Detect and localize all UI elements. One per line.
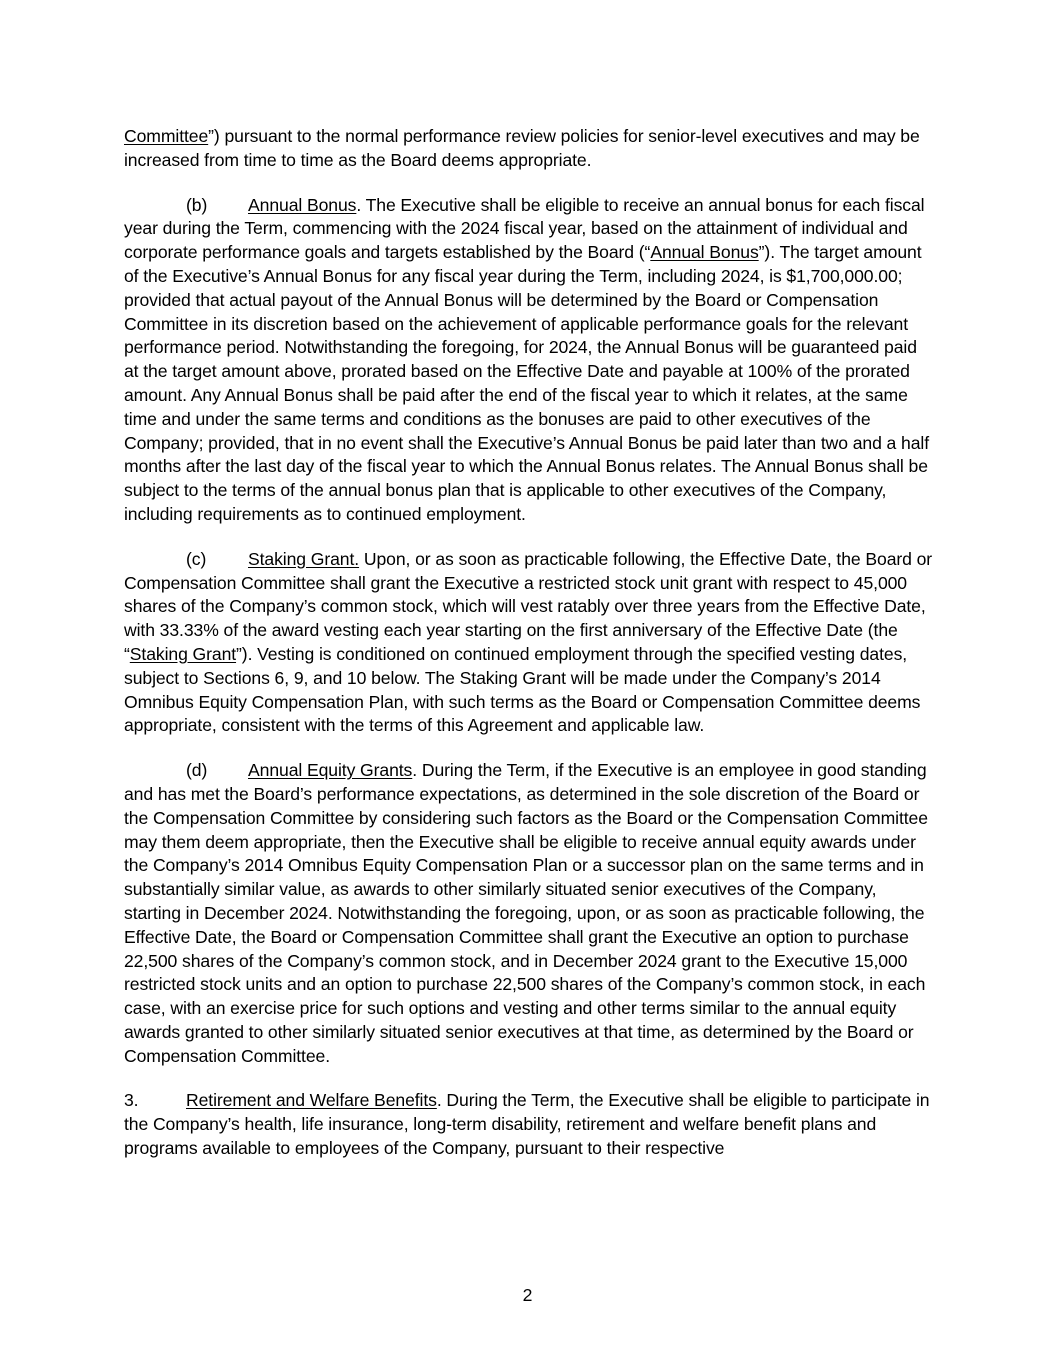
paragraph-annual-equity-grants xyxy=(124,759,936,1068)
page-number: 2 xyxy=(522,1285,533,1305)
section-heading-annual-bonus: Annual Bonus xyxy=(248,194,357,215)
paragraph-text: . During the Term, if the Executive is an employee in good standing and has met the Board’s performance expectations, as determined in the sole discretion of the Board or the Compensation Committee by considering such factors as the Board or the Compensation Committee may them deem appropriate, then the Executive shall be eligible to receive annual equity awards under the Company’s 2014 Omnibus Equity Compensation Plan or a successor plan on the same terms and in substantially similar value, as awards to other similarly situated senior executives of the Company, starting in December 2024. Notwithstanding the foregoing, upon, or as soon as practicable following, the Effective Date, the Board or Compensation Committee shall grant the Executive an option to purchase 22,500 shares of the Company’s common stock, and in December 2024 grant to the Executive 15,000 restricted stock units and an option to purchase 22,500 shares of the Company’s common stock, in each case, with an exercise price for such options and vesting and other terms similar to the annual equity awards granted to other similarly situated senior executives at that time, as determined by the Board or Compensation Committee. xyxy=(124,760,928,1066)
paragraph-text: ”). Vesting is conditioned on continued employment through the specified vesting dates, subject to Sections 6, 9, and 10 below. The Staking Grant will be made under the Company’s 2014 Omnibus Equity Compensation Plan, with such terms as the Board or Compensation Committee deems appropriate, consistent with the terms of this Agreement and applicable law. xyxy=(124,643,921,736)
paragraph-retirement-welfare-benefits xyxy=(124,1089,936,1160)
defined-term-annual-bonus: Annual Bonus xyxy=(650,242,759,263)
paragraph-compensation-committee-continued xyxy=(124,125,936,173)
section-number: 3. xyxy=(124,1090,139,1111)
paragraph-text: . The Executive shall be eligible to receive an annual bonus for each fiscal year during the Term, commencing with the 2024 fiscal year, based on the attainment of individual and corporate performance goals and targets established by the Board (“ xyxy=(124,194,925,263)
defined-term-staking-grant: Staking Grant xyxy=(129,643,237,664)
section-heading-staking-grant: Staking Grant. xyxy=(248,548,360,569)
paragraph-text: ”) pursuant to the normal performance review policies for senior-level executives and may be increased from time to time as the Board deems appropriate. xyxy=(124,126,920,170)
paragraph-staking-grant xyxy=(124,548,936,738)
section-heading-annual-equity-grants: Annual Equity Grants xyxy=(248,760,413,781)
section-heading-retirement-welfare-benefits: Retirement and Welfare Benefits xyxy=(186,1090,437,1111)
paragraph-text: . During the Term, the Executive shall be eligible to participate in the Company’s health, life insurance, long-term disability, retirement and welfare benefit plans and programs available to employees of the Company, pursuant to their respective xyxy=(124,1090,930,1159)
defined-term-committee: Committee xyxy=(124,126,209,146)
section-label: (c) xyxy=(186,548,207,569)
paragraph-text: Upon, or as soon as practicable following, the Effective Date, the Board or Compensation Committee shall grant the Executive a restricted stock unit grant with respect to 45,000 shares of the Company’s common stock, which will vest ratably over three years from the Effective Date, with 33.33% of the award vesting each year starting on the first anniversary of the Effective Date (the “ xyxy=(124,548,933,664)
document-body xyxy=(124,125,936,1161)
paragraph-text: ”). The target amount of the Executive’s Annual Bonus for any fiscal year during the Term, including 2024, is $1,700,000.00; provided that actual payout of the Annual Bonus will be determined by the Board or Compensation Committee in its discretion based on the achievement of applicable performance goals for the relevant performance period. Notwithstanding the foregoing, for 2024, the Annual Bonus will be guaranteed paid at the target amount above, prorated based on the Effective Date and payable at 100% of the prorated amount. Any Annual Bonus shall be paid after the end of the fiscal year to which it relates, at the same time and under the same terms and conditions as the bonuses are paid to other executives of the Company; provided, that in no event shall the Executive’s Annual Bonus be paid later than two and a half months after the last day of the fiscal year to which the Annual Bonus relates. The Annual Bonus shall be subject to the terms of the annual bonus plan that is applicable to other executives of the Company, including requirements as to continued employment. xyxy=(124,242,929,524)
section-label: (b) xyxy=(186,194,208,215)
section-label: (d) xyxy=(186,760,208,781)
paragraph-annual-bonus xyxy=(124,194,936,527)
